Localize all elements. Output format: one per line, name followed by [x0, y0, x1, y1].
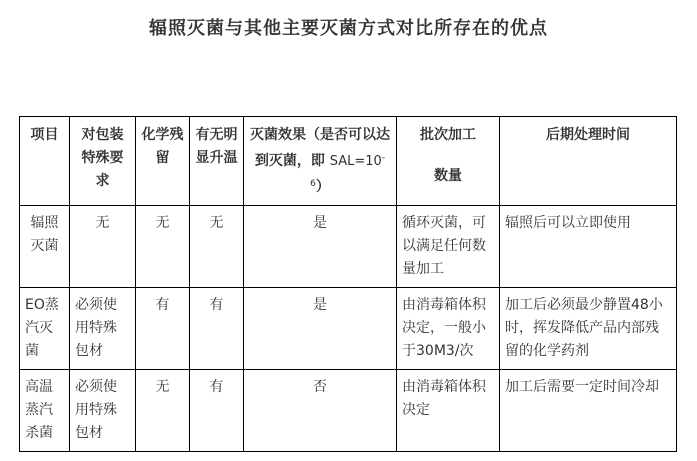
cell-item: 辐照灭菌 [20, 206, 70, 288]
header-batch-line1: 批次加工 [420, 127, 476, 143]
header-effect-sal: $SAL=10^{-6}$ [310, 153, 386, 189]
header-effect-text: 灭菌效果（是否可以达到灭菌，即 [250, 127, 390, 169]
header-effect-exponent: -6 [310, 153, 386, 189]
cell-post: 加工后必须最少静置48小时，挥发降低产品内部残留的化学药剂 [500, 288, 677, 370]
table-row [20, 288, 677, 370]
header-batch-line2: 数量 [434, 168, 462, 184]
header-packaging: 对包装特殊要求 [70, 117, 136, 206]
header-temperature: 有无明显升温 [190, 117, 244, 206]
header-batch [397, 117, 500, 206]
cell-item: 高温蒸汽杀菌 [20, 370, 70, 452]
cell-post: 辐照后可以立即使用 [500, 206, 677, 288]
cell-residue: 无 [136, 206, 190, 288]
cell-batch: 由消毒箱体积决定，一般小于30M3/次 [397, 288, 500, 370]
cell-packaging: 必须使用特殊包材 [70, 288, 136, 370]
cell-item: EO蒸汽灭菌 [20, 288, 70, 370]
cell-temperature: 有 [190, 370, 244, 452]
cell-packaging: 必须使用特殊包材 [70, 370, 136, 452]
page-title: 辐照灭菌与其他主要灭菌方式对比所存在的优点 [149, 18, 548, 39]
header-effect [244, 117, 397, 206]
cell-temperature: 无 [190, 206, 244, 288]
cell-post: 加工后需要一定时间冷却 [500, 370, 677, 452]
cell-effect: 是 [244, 288, 397, 370]
cell-residue: 有 [136, 288, 190, 370]
cell-packaging: 无 [70, 206, 136, 288]
table-header-row [20, 117, 677, 206]
comparison-table [19, 116, 677, 452]
header-effect-close: ） [315, 179, 330, 195]
cell-batch: 由消毒箱体积决定 [397, 370, 500, 452]
cell-temperature: 有 [190, 288, 244, 370]
cell-residue: 无 [136, 370, 190, 452]
cell-effect: 是 [244, 206, 397, 288]
header-item: 项目 [20, 117, 70, 206]
header-residue: 化学残留 [136, 117, 190, 206]
header-post: 后期处理时间 [500, 117, 677, 206]
cell-batch: 循环灭菌，可以满足任何数量加工 [397, 206, 500, 288]
table-row [20, 370, 677, 452]
table-row [20, 206, 677, 288]
cell-effect: 否 [244, 370, 397, 452]
